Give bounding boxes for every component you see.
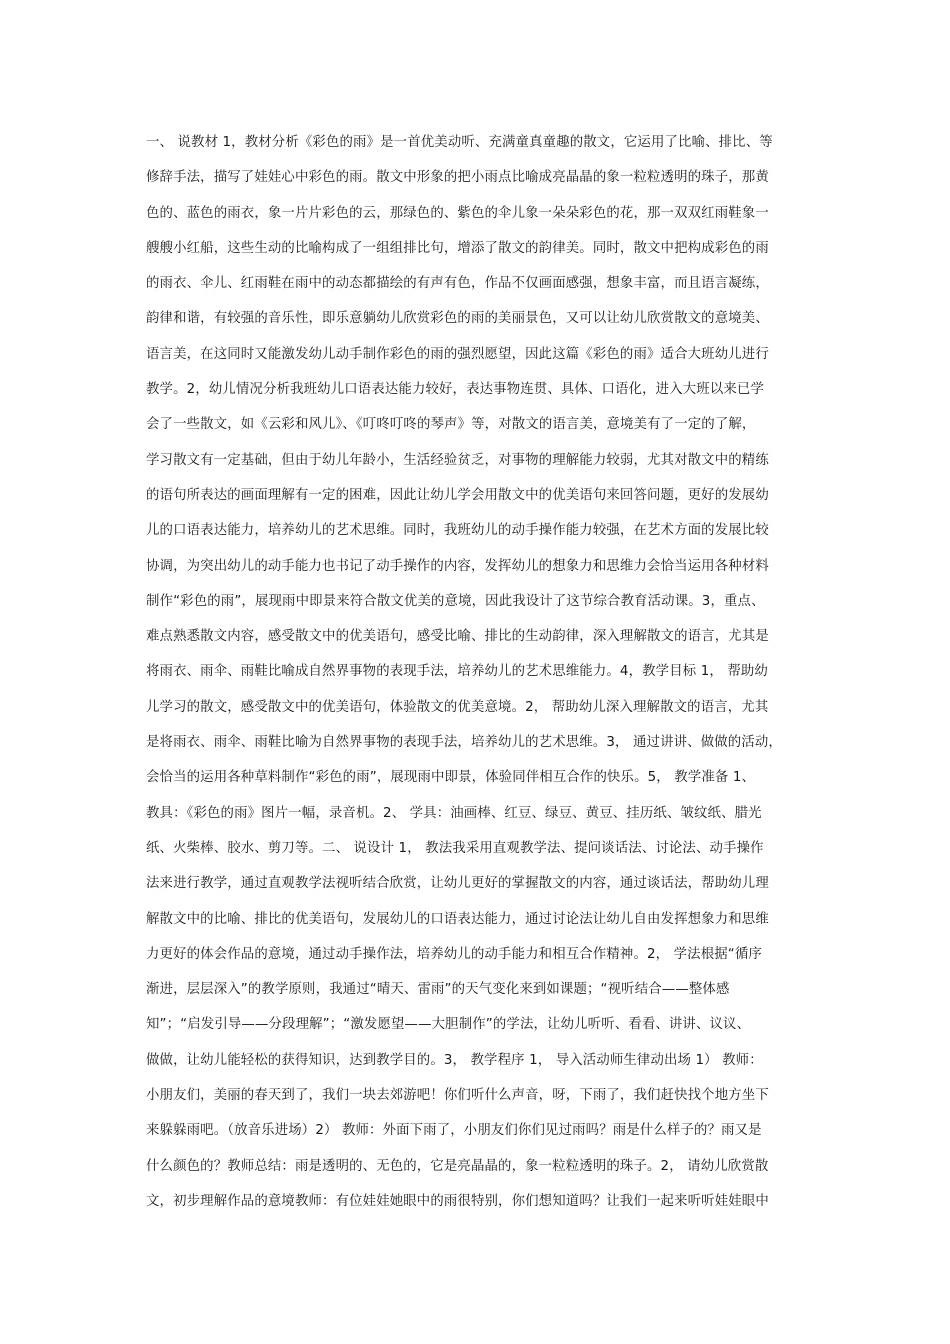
text-line: 小朋友们，美丽的春天到了，我们一块去郊游吧！你们听什么声音，呀，下雨了，我们赶快找个地方坐下 — [146, 1088, 769, 1104]
text-line: 知”；“启发引导——分段理解”；“激发愿望——大胆制作”的学法，让幼儿听听、看看、讲讲、议议、 — [146, 1017, 751, 1033]
text-line: 力更好的体会作品的意境，通过动手操作法，培养幼儿的动手能力和相互合作精神。2， 学法根据“循序 — [146, 946, 762, 962]
text-line: 渐进，层层深入”的教学原则，我通过“晴天、雷雨”的天气变化来到如课题；“视听结合——整体感 — [146, 982, 730, 998]
text-line: 儿学习的散文，感受散文中的优美语句，体验散文的优美意境。2， 帮助幼儿深入理解散文的语言，尤其 — [146, 699, 769, 715]
text-line: 会恰当的运用各种草料制作“彩色的雨”，展现雨中即景，体验同伴相互合作的快乐。5， 教学准备 1、 — [146, 770, 756, 786]
text-line: 法来进行教学，通过直观教学法视听结合欣赏，让幼儿更好的掌握散文的内容，通过谈话法，帮助幼儿理 — [146, 876, 769, 892]
text-line: 艘艘小红船，这些生动的比喻构成了一组组排比句，增添了散文的韵律美。同时，散文中把构成彩色的雨 — [146, 240, 769, 256]
text-line: 韵律和谐，有较强的音乐性，即乐意躺幼儿欣赏彩色的雨的美丽景色，又可以让幼儿欣赏散文的意境美、 — [146, 311, 769, 327]
text-line: 是将雨衣、雨伞、雨鞋比喻为自然界事物的表现手法，培养幼儿的艺术思维。3， 通过讲讲、做做的活动， — [146, 735, 782, 751]
text-line: 教具：《彩色的雨》图片一幅，录音机。2、 学具：油画棒、红豆、绿豆、黄豆、挂历纸、皱纹纸、腊光 — [146, 805, 762, 821]
text-line: 色的、蓝色的雨衣，象一片片彩色的云，那绿色的、紫色的伞儿象一朵朵彩色的花，那一双双红雨鞋象一 — [146, 205, 769, 221]
text-line: 协调，为突出幼儿的动手能力也书记了动手操作的内容，发挥幼儿的想象力和思维力会恰当运用各种材料 — [146, 558, 769, 574]
text-line: 什么颜色的？教师总结：雨是透明的、无色的，它是亮晶晶的，象一粒粒透明的珠子。2， 请幼儿欣赏散 — [146, 1158, 769, 1174]
text-line: 学习散文有一定基础，但由于幼儿年龄小，生活经验贫乏，对事物的理解能力较弱，尤其对散文中的精练 — [146, 452, 769, 468]
text-line: 的语句所表达的画面理解有一定的困难，因此让幼儿学会用散文中的优美语句来回答问题，更好的发展幼 — [146, 487, 769, 503]
text-line: 一、 说教材 1，教材分析《彩色的雨》是一首优美动听、充满童真童趣的散文，它运用了比喻、排比、等 — [146, 135, 773, 150]
text-line: 解散文中的比喻、排比的优美语句，发展幼儿的口语表达能力，通过讨论法让幼儿自由发挥想象力和思维 — [146, 911, 769, 927]
text-line: 纸、火柴棒、胶水、剪刀等。二、 说设计 1， 教法我采用直观教学法、提问谈话法、讨论法、动手操作 — [146, 840, 764, 856]
text-line: 制作“彩色的雨”，展现雨中即景来符合散文优美的意境，因此我设计了这节综合教育活动课。3，重点、 — [146, 593, 765, 609]
text-line: 的雨衣、伞儿、红雨鞋在雨中的动态都描绘的有声有色，作品不仅画面感强，想象丰富，而且语言凝练， — [146, 276, 769, 292]
text-line: 教学。2，幼儿情况分析我班幼儿口语表达能力较好，表达事物连贯、具体、口语化，进入大班以来已学 — [146, 382, 764, 398]
text-line: 文，初步理解作品的意境教师：有位娃娃她眼中的雨很特别，你们想知道吗？让我们一起来听听娃娃眼中 — [146, 1193, 769, 1209]
text-line: 来躲躲雨吧。（放音乐进场）2） 教师：外面下雨了，小朋友们你们见过雨吗？雨是什么样子的？雨又是 — [146, 1123, 762, 1139]
text-line: 修辞手法，描写了娃娃心中彩色的雨。散文中形象的把小雨点比喻成亮晶晶的象一粒粒透明的珠子，那黄 — [146, 170, 769, 186]
text-line: 难点熟悉散文内容，感受散文中的优美语句，感受比喻、排比的生动韵律，深入理解散文的语言，尤其是 — [146, 629, 769, 645]
text-line: 语言美，在这同时又能激发幼儿动手制作彩色的雨的强烈愿望，因此这篇《彩色的雨》适合大班幼儿进行 — [146, 346, 769, 362]
text-line: 儿的口语表达能力，培养幼儿的艺术思维。同时，我班幼儿的动手操作能力较强，在艺术方面的发展比较 — [146, 523, 769, 539]
text-line: 将雨衣、雨伞、雨鞋比喻成自然界事物的表现手法，培养幼儿的艺术思维能力。4，教学目标 1， 帮助幼 — [146, 664, 768, 680]
text-line: 做做，让幼儿能轻松的获得知识，达到教学目的。3， 教学程序 1， 导入活动师生律动出场 1） 教师： — [146, 1052, 763, 1068]
body-text — [146, 125, 816, 1219]
text-line: 会了一些散文，如《云彩和风儿》、《叮咚叮咚的琴声》等，对散文的语言美，意境美有了一定的了解， — [146, 417, 756, 433]
